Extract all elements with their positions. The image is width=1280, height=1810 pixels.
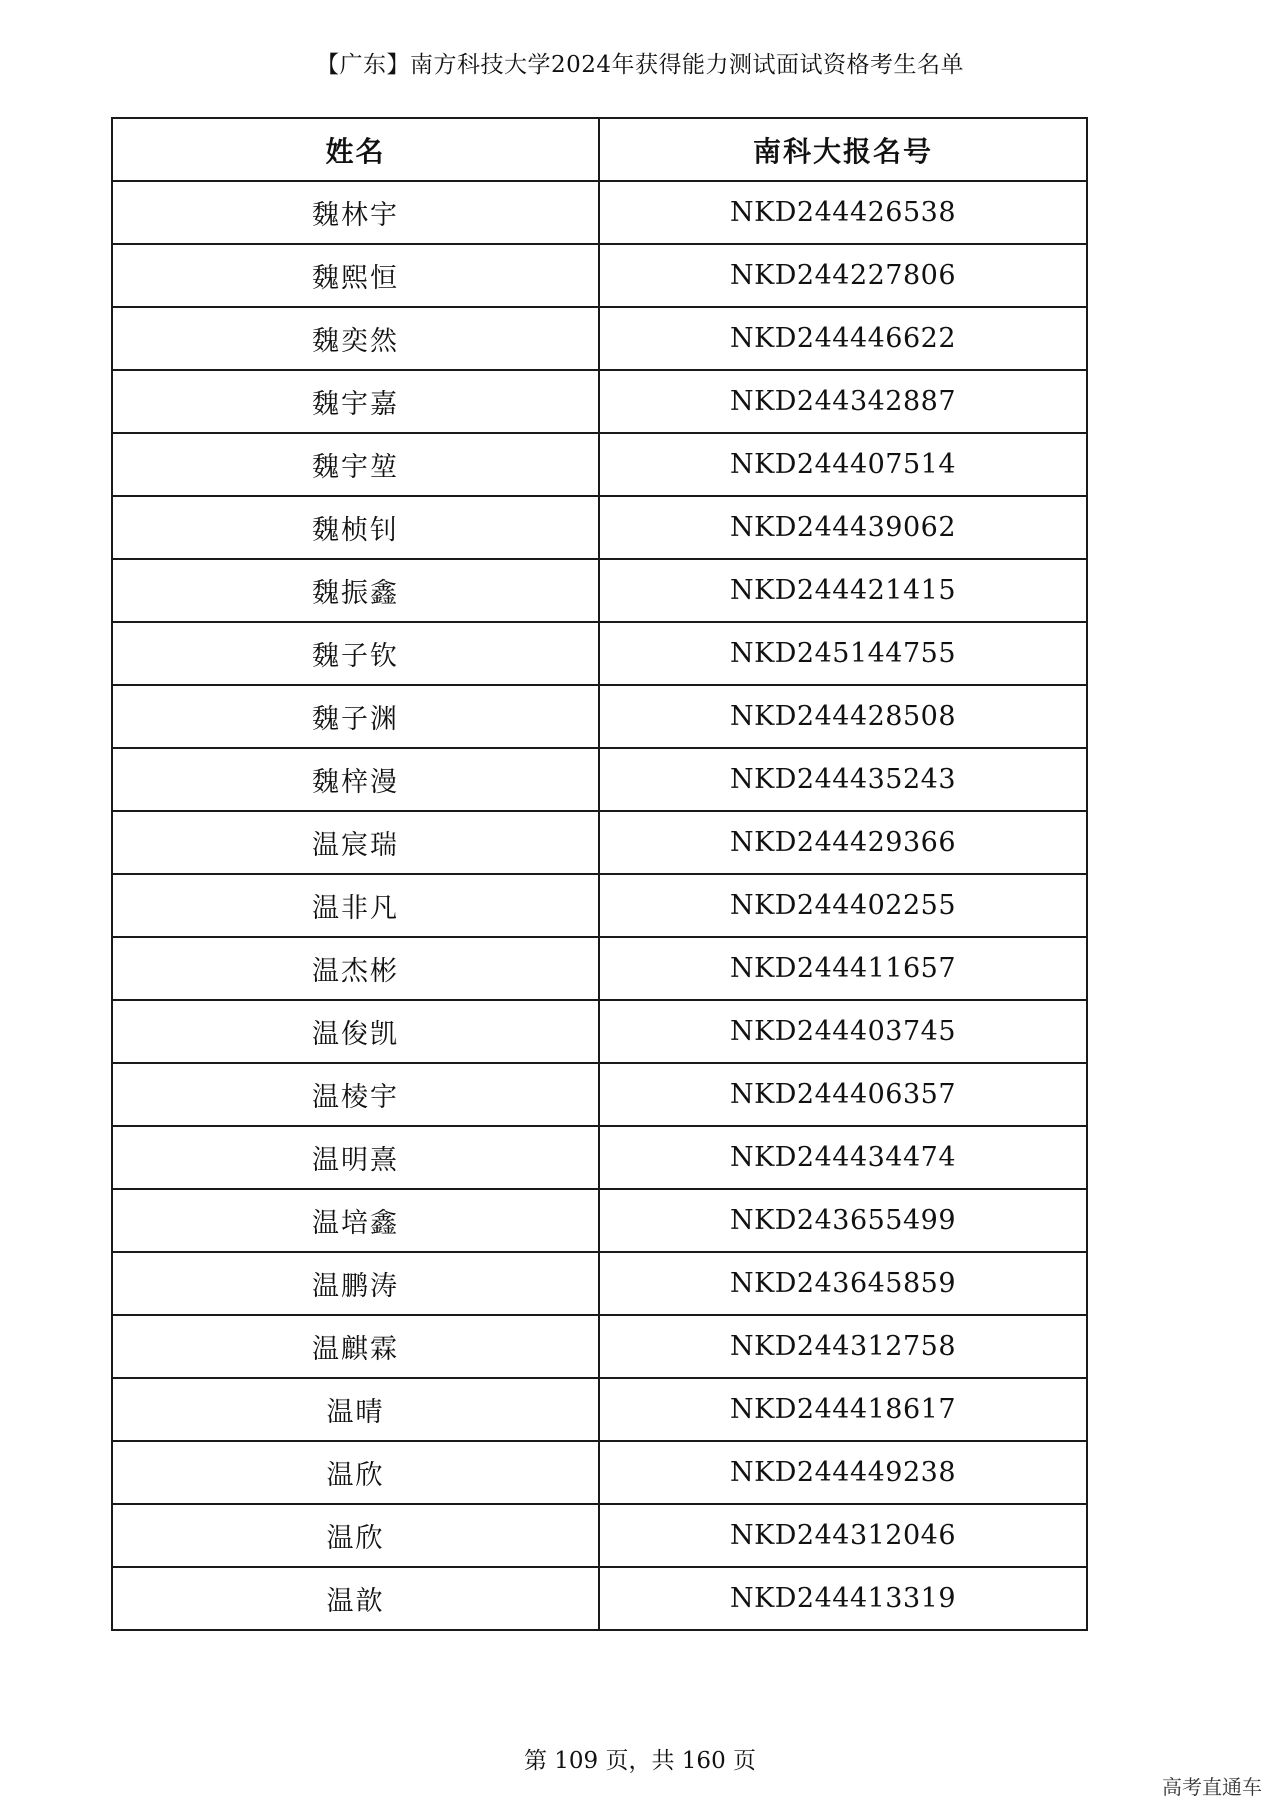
- candidate-name: 温非凡: [112, 874, 599, 937]
- table-row: [112, 559, 1087, 622]
- registration-id: NKD244434474: [599, 1126, 1087, 1189]
- watermark-text: 高考直通车: [1162, 1775, 1262, 1799]
- table-row: [112, 811, 1087, 874]
- table-body: [112, 181, 1087, 1630]
- candidate-name: 魏奕然: [112, 307, 599, 370]
- table-row: [112, 1441, 1087, 1504]
- candidate-name: 魏宇堃: [112, 433, 599, 496]
- candidate-name: 温欣: [112, 1441, 599, 1504]
- candidate-name: 魏熙恒: [112, 244, 599, 307]
- table-row: [112, 622, 1087, 685]
- candidate-name: 温欣: [112, 1504, 599, 1567]
- registration-id: NKD244446622: [599, 307, 1087, 370]
- candidate-name: 温俊凯: [112, 1000, 599, 1063]
- table-row: [112, 1378, 1087, 1441]
- registration-id: NKD244411657: [599, 937, 1087, 1000]
- header-name: 姓名: [112, 118, 599, 181]
- registration-id: NKD244227806: [599, 244, 1087, 307]
- candidate-name: 温明熹: [112, 1126, 599, 1189]
- table-row: [112, 937, 1087, 1000]
- table-row: [112, 1504, 1087, 1567]
- registration-id: NKD244435243: [599, 748, 1087, 811]
- candidate-name: 温宸瑞: [112, 811, 599, 874]
- registration-id: NKD244342887: [599, 370, 1087, 433]
- page-number: 第 109 页，共 160 页: [523, 1748, 757, 1774]
- table-row: [112, 1063, 1087, 1126]
- table-row: [112, 370, 1087, 433]
- table-row: [112, 1315, 1087, 1378]
- candidate-name: 温歆: [112, 1567, 599, 1630]
- candidate-name: 魏振鑫: [112, 559, 599, 622]
- table-row: [112, 244, 1087, 307]
- registration-id: NKD244418617: [599, 1378, 1087, 1441]
- header-registration-id: 南科大报名号: [599, 118, 1087, 181]
- registration-id: NKD244406357: [599, 1063, 1087, 1126]
- registration-id: NKD244312046: [599, 1504, 1087, 1567]
- registration-id: NKD244402255: [599, 874, 1087, 937]
- registration-id: NKD244449238: [599, 1441, 1087, 1504]
- table-row: [112, 307, 1087, 370]
- candidate-name: 温麒霖: [112, 1315, 599, 1378]
- registration-id: NKD244413319: [599, 1567, 1087, 1630]
- table-row: [112, 748, 1087, 811]
- table-row: [112, 874, 1087, 937]
- table-row: [112, 685, 1087, 748]
- candidate-name: 魏子钦: [112, 622, 599, 685]
- candidate-name: 温杰彬: [112, 937, 599, 1000]
- candidate-name: 魏子渊: [112, 685, 599, 748]
- registration-id: NKD243645859: [599, 1252, 1087, 1315]
- registration-id: NKD245144755: [599, 622, 1087, 685]
- registration-id: NKD244439062: [599, 496, 1087, 559]
- table-row: [112, 1567, 1087, 1630]
- table-row: [112, 1252, 1087, 1315]
- table-row: [112, 1189, 1087, 1252]
- registration-id: NKD244428508: [599, 685, 1087, 748]
- candidate-name: 温晴: [112, 1378, 599, 1441]
- registration-id: NKD244312758: [599, 1315, 1087, 1378]
- table-row: [112, 181, 1087, 244]
- candidate-name: 魏梓漫: [112, 748, 599, 811]
- registration-id: NKD244429366: [599, 811, 1087, 874]
- candidate-name: 魏桢钊: [112, 496, 599, 559]
- candidate-table: [111, 117, 1088, 1631]
- candidate-name: 温棱宇: [112, 1063, 599, 1126]
- registration-id: NKD244403745: [599, 1000, 1087, 1063]
- table-row: [112, 433, 1087, 496]
- table-row: [112, 1126, 1087, 1189]
- document-title: 【广东】南方科技大学2024年获得能力测试面试资格考生名单: [315, 52, 965, 78]
- table-row: [112, 1000, 1087, 1063]
- candidate-name: 温鹏涛: [112, 1252, 599, 1315]
- table-header-row: [112, 118, 1087, 181]
- candidate-name: 魏宇嘉: [112, 370, 599, 433]
- table-row: [112, 496, 1087, 559]
- registration-id: NKD244421415: [599, 559, 1087, 622]
- candidate-name: 魏林宇: [112, 181, 599, 244]
- registration-id: NKD244407514: [599, 433, 1087, 496]
- registration-id: NKD244426538: [599, 181, 1087, 244]
- candidate-name: 温培鑫: [112, 1189, 599, 1252]
- registration-id: NKD243655499: [599, 1189, 1087, 1252]
